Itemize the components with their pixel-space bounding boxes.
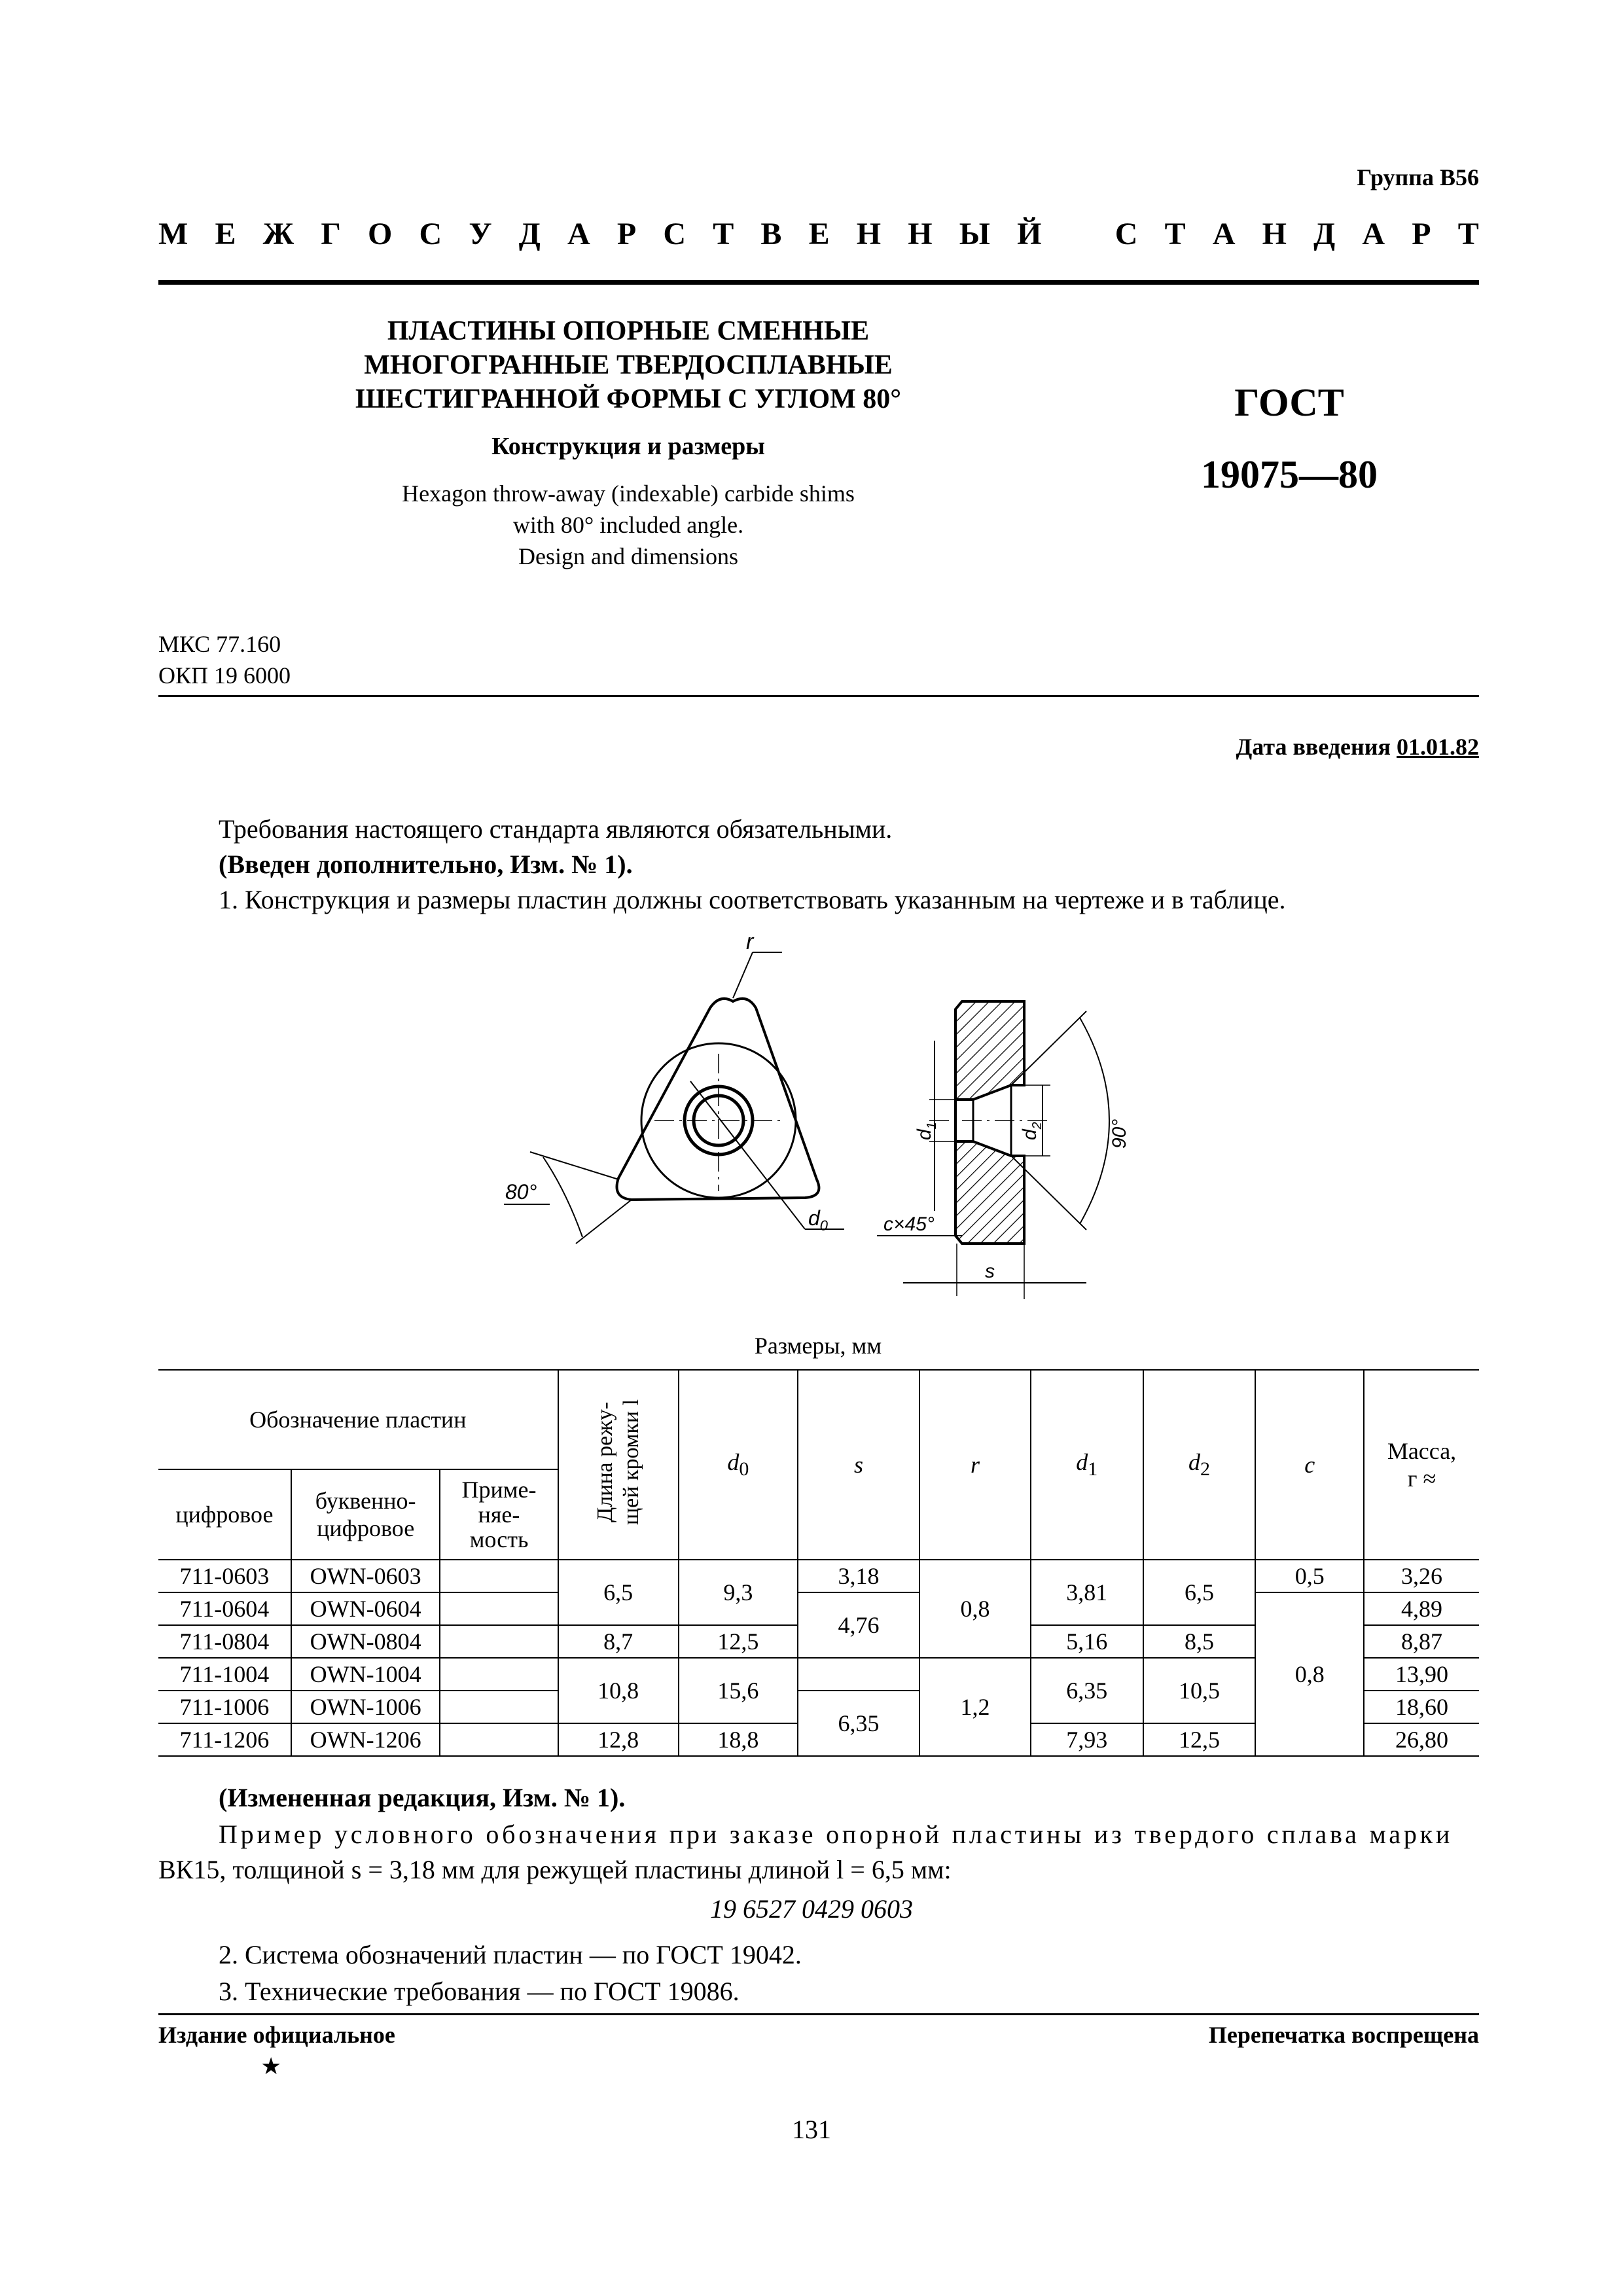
title-block [262, 314, 995, 572]
banner-letter: А [1212, 217, 1236, 251]
effective-date [1236, 733, 1480, 761]
banner-letter: Р [616, 217, 637, 251]
subtitle: Конструкция и размеры [491, 433, 765, 460]
cell-digital: 711-0603 [158, 1560, 291, 1592]
banner-letter: Н [1262, 217, 1287, 251]
cell-digital: 711-1004 [158, 1658, 291, 1691]
cell-d0: 9,3 [679, 1560, 798, 1625]
banner-letter: Р [1412, 217, 1431, 251]
banner-letter: Н [856, 217, 882, 251]
cell-d1: 3,81 [1031, 1560, 1143, 1625]
cell-alnum: OWN-0604 [291, 1592, 440, 1625]
cell-mass: 3,26 [1364, 1560, 1479, 1592]
amendment-note: (Введен дополнительно, Изм. № 1). [219, 850, 633, 879]
cell-d2: 6,5 [1143, 1560, 1256, 1625]
header-d0: $d_0$ [679, 1370, 798, 1560]
cell-d1: 7,93 [1031, 1723, 1143, 1756]
cell-c: 0,8 [1255, 1592, 1364, 1756]
dim-angle-90: 90° [1109, 1119, 1130, 1149]
dim-chamfer: c×45° [883, 1213, 935, 1235]
english-title [262, 478, 995, 572]
title-line: ПЛАСТИНЫ ОПОРНЫЕ СМЕННЫЕ [387, 316, 870, 346]
banner-letter: Т [713, 217, 734, 251]
edit-note: (Измененная редакция, Изм. № 1). [219, 1783, 626, 1812]
cell-alnum: OWN-0804 [291, 1625, 440, 1658]
shim-drawing [458, 936, 1178, 1302]
banner-letter: Т [1164, 217, 1186, 251]
cell-digital: 711-1006 [158, 1691, 291, 1723]
cell-applicability [440, 1625, 558, 1658]
clause-3: 3. Технические требования — по ГОСТ 19086. [219, 1977, 740, 2006]
cell-applicability [440, 1560, 558, 1592]
cell-alnum: OWN-0603 [291, 1560, 440, 1592]
section-view [877, 1001, 1130, 1299]
dim-d0: $d_0$ [808, 1206, 829, 1234]
cell-d2: 8,5 [1143, 1625, 1256, 1658]
banner-letter: С [663, 217, 687, 251]
cell-l: 6,5 [558, 1560, 679, 1625]
header-r: r [919, 1370, 1031, 1560]
reprint-note: Перепечатка воспрещена [1208, 2022, 1479, 2048]
dimensions-table [158, 1369, 1479, 1757]
header-d2: $d_2$ [1143, 1370, 1256, 1560]
classification-codes [158, 628, 291, 691]
cell-mass: 26,80 [1364, 1723, 1479, 1756]
dim-angle-80: 80° [505, 1180, 537, 1204]
banner-letter: С [419, 217, 442, 251]
header-rule [158, 280, 1479, 285]
dim-r: r [746, 936, 754, 954]
example-line: ВК15, толщиной s = 3,18 мм для режущей пластины длиной l = 6,5 мм: [158, 1855, 952, 1884]
clause-2: 2. Система обозначений пластин — по ГОСТ 19042. [219, 1940, 802, 1969]
banner-letter: А [1362, 217, 1385, 251]
example-line: Пример условного обозначения при заказе опорной пластины из твердого сплава марки [219, 1820, 1454, 1849]
cell-mass: 18,60 [1364, 1691, 1479, 1723]
header-edge-length: Длина режу- щей кромки l [558, 1370, 679, 1560]
cell-alnum: OWN-1206 [291, 1723, 440, 1756]
plan-view [504, 936, 844, 1244]
gost-number-block [1152, 367, 1427, 511]
example-paragraph [158, 1817, 1479, 1888]
mks-code: МКС 77.160 [158, 631, 281, 657]
date-label: Дата введения [1236, 734, 1391, 760]
cell-r: 1,2 [919, 1658, 1031, 1756]
cell-mass: 8,87 [1364, 1625, 1479, 1658]
banner-letter: Ж [262, 217, 294, 251]
banner-letter: Т [1457, 217, 1479, 251]
edition-note: Издание официальное [158, 2022, 395, 2048]
english-title-line: Design and dimensions [518, 543, 738, 569]
table-caption: Размеры, мм [754, 1333, 882, 1359]
okp-code: ОКП 19 6000 [158, 662, 291, 689]
banner-letter: Е [808, 217, 830, 251]
header-mass: Масса, г ≈ [1364, 1370, 1479, 1560]
cell-d2: 12,5 [1143, 1723, 1256, 1756]
banner-letter: С [1115, 217, 1138, 251]
header-d1: $d_1$ [1031, 1370, 1143, 1560]
cell-digital: 711-0604 [158, 1592, 291, 1625]
cell-s: 3,18 [798, 1560, 919, 1592]
banner-letter: Е [215, 217, 236, 251]
title-line: МНОГОГРАННЫЕ ТВЕРДОСПЛАВНЫЕ [364, 350, 893, 380]
gost-label: ГОСТ [1234, 381, 1344, 424]
clause-1: 1. Конструкция и размеры пластин должны соответствовать указанным на чертеже и в таблице. [219, 885, 1286, 914]
cell-mass: 13,90 [1364, 1658, 1479, 1691]
banner-letter: Й [1017, 217, 1042, 251]
header-c: c [1255, 1370, 1364, 1560]
dim-d1: $d_1$ [914, 1122, 939, 1140]
banner-letter: Н [908, 217, 933, 251]
cell-s: 4,76 [798, 1592, 919, 1658]
intro-text [219, 812, 1479, 918]
cell-l: 12,8 [558, 1723, 679, 1756]
standard-banner [158, 216, 1479, 262]
footer-rule [158, 2013, 1479, 2015]
title-line: ШЕСТИГРАННОЙ ФОРМЫ С УГЛОМ 80° [355, 384, 902, 414]
header-alnum: буквенно- цифровое [291, 1469, 440, 1560]
cell-d2: 10,5 [1143, 1658, 1256, 1723]
banner-letter: В [760, 217, 782, 251]
cell-mass: 4,89 [1364, 1592, 1479, 1625]
banner-letter: Д [518, 217, 541, 251]
cell-applicability [440, 1723, 558, 1756]
banner-letter: У [469, 217, 492, 251]
english-title-line: Hexagon throw-away (indexable) carbide shims [402, 480, 855, 507]
cell-digital: 711-1206 [158, 1723, 291, 1756]
cell-digital: 711-0804 [158, 1625, 291, 1658]
cell-l: 8,7 [558, 1625, 679, 1658]
cell-alnum: OWN-1004 [291, 1658, 440, 1691]
cell-d1: 6,35 [1031, 1658, 1143, 1723]
english-title-line: with 80° included angle. [512, 512, 744, 538]
cell-applicability [440, 1658, 558, 1691]
cell-applicability [440, 1592, 558, 1625]
page-number: 131 [792, 2115, 831, 2144]
group-label: Группа В56 [1357, 164, 1479, 190]
cell-l: 10,8 [558, 1658, 679, 1723]
codes-rule [158, 695, 1479, 697]
cell-r: 0,8 [919, 1560, 1031, 1658]
banner-letter: О [368, 217, 393, 251]
banner-letter: Г [321, 217, 341, 251]
date-value: 01.01.82 [1397, 734, 1479, 760]
star-icon: ★ [260, 2053, 282, 2079]
banner-letter: М [158, 217, 188, 251]
header-designation: Обозначение пластин [158, 1370, 558, 1469]
header-applicability: Приме- няе- мость [440, 1469, 558, 1560]
banner-letter: А [567, 217, 590, 251]
cell-applicability [440, 1691, 558, 1723]
dim-s: s [985, 1261, 995, 1282]
header-digital: цифровое [158, 1469, 291, 1560]
banner-letter: Д [1313, 217, 1336, 251]
cell-d0: 12,5 [679, 1625, 798, 1658]
example-code: 19 6527 0429 0603 [710, 1894, 913, 1924]
header-s: s [798, 1370, 919, 1560]
intro-paragraph: Требования настоящего стандарта являются обязательными. [219, 814, 893, 844]
cell-s: 6,35 [798, 1691, 919, 1756]
cell-d1: 5,16 [1031, 1625, 1143, 1658]
banner-letter: Ы [959, 217, 990, 251]
cell-d0: 15,6 [679, 1658, 798, 1723]
cell-c: 0,5 [1255, 1560, 1364, 1592]
gost-number: 19075—80 [1201, 453, 1378, 496]
cell-d0: 18,8 [679, 1723, 798, 1756]
cell-alnum: OWN-1006 [291, 1691, 440, 1723]
dim-d2: $d_2$ [1019, 1122, 1044, 1140]
